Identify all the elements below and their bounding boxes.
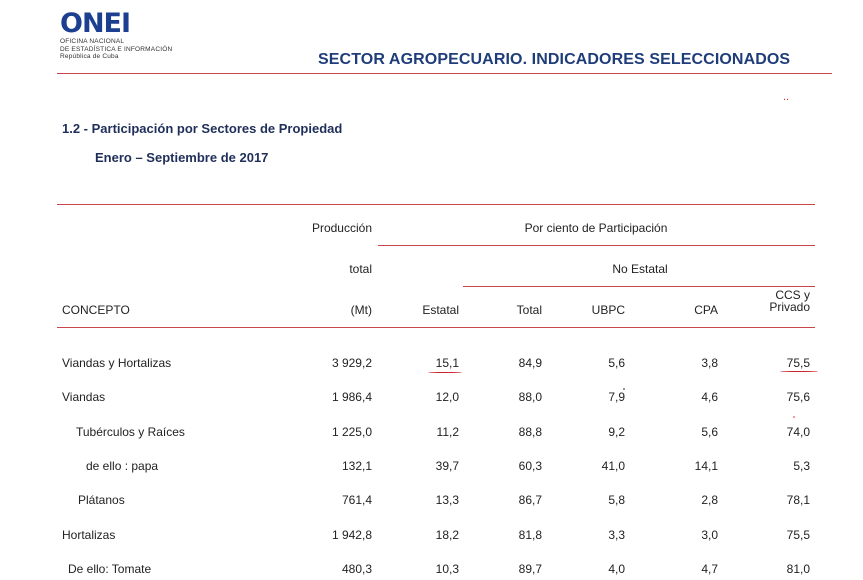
cell-cpa: 5,6 (701, 425, 718, 439)
cell-produccion: 3 929,2 (331, 356, 372, 370)
cell-ubpc: 9,2 (608, 425, 625, 439)
cell-concepto: Viandas (62, 390, 106, 404)
cell-ubpc: 5,8 (608, 493, 625, 507)
header-total: Total (516, 303, 542, 317)
cell-produccion: 1 986,4 (331, 390, 372, 404)
cell-ubpc: 3,3 (608, 528, 625, 542)
cell-ccs: 75,5 (786, 528, 810, 542)
cell-produccion: 1 942,8 (331, 528, 372, 542)
cell-estatal: 15,1 (435, 356, 459, 370)
cell-cpa: 3,0 (701, 528, 718, 542)
logo-line-2: DE ESTADÍSTICA E INFORMACIÓN (60, 45, 173, 53)
handwritten-underline-estatal (428, 372, 462, 373)
cell-estatal: 18,2 (435, 528, 459, 542)
participacion-rule (378, 245, 815, 246)
cell-ubpc: 5,6 (608, 356, 625, 370)
cell-ccs: 75,6 (786, 390, 810, 404)
onei-logo-mark: ONEI (60, 8, 131, 39)
cell-concepto: Hortalizas (62, 528, 116, 542)
no-estatal-rule (463, 286, 815, 287)
handwritten-underline-ccs (780, 371, 818, 372)
onei-logo (60, 10, 172, 61)
stray-dot (623, 388, 625, 390)
handwritten-marks: .. (783, 91, 790, 103)
cell-estatal: 10,3 (435, 562, 459, 576)
header-ccs-privado (740, 289, 810, 313)
cell-ccs: 78,1 (786, 493, 810, 507)
cell-ubpc: 7,9 (608, 390, 625, 404)
cell-total: 86,7 (518, 493, 542, 507)
cell-produccion: 132,1 (341, 459, 372, 473)
cell-cpa: 14,1 (694, 459, 718, 473)
cell-concepto: Viandas y Hortalizas (62, 356, 172, 370)
header-ccs-line2: Privado (769, 300, 810, 314)
header-divider (57, 73, 832, 74)
cell-total: 88,0 (518, 390, 542, 404)
report-title: SECTOR AGROPECUARIO. INDICADORES SELECCIONADOS (318, 51, 791, 68)
header-participacion: Por ciento de Participación (524, 221, 668, 235)
table-top-rule (57, 204, 815, 205)
cell-cpa: 4,7 (701, 562, 718, 576)
section-period: Enero – Septiembre de 2017 (95, 150, 269, 165)
header-cpa: CPA (694, 303, 718, 317)
cell-ccs: 5,3 (793, 459, 810, 473)
cell-ubpc: 4,0 (608, 562, 625, 576)
cell-produccion: 1 225,0 (331, 425, 372, 439)
cell-total: 81,8 (518, 528, 542, 542)
cell-total: 60,3 (518, 459, 542, 473)
header-ubpc: UBPC (591, 303, 625, 317)
header-no-estatal: No Estatal (612, 262, 668, 276)
logo-line-3: República de Cuba (60, 53, 119, 60)
cell-cpa: 3,8 (701, 356, 718, 370)
cell-concepto: Tubérculos y Raíces (76, 425, 185, 439)
header-ccs-line1: CCS y (775, 288, 810, 302)
cell-total: 84,9 (518, 356, 542, 370)
stray-dot (793, 416, 795, 418)
cell-total: 89,7 (518, 562, 542, 576)
header-bottom-rule (57, 327, 815, 328)
cell-ccs: 75,5 (786, 356, 810, 370)
cell-produccion: 480,3 (341, 562, 372, 576)
cell-total: 88,8 (518, 425, 542, 439)
cell-concepto: de ello : papa (86, 459, 159, 473)
header-unit: (Mt) (350, 303, 372, 317)
cell-concepto: Plátanos (78, 493, 125, 507)
cell-ccs: 74,0 (786, 425, 810, 439)
logo-line-1: OFICINA NACIONAL (60, 38, 125, 45)
cell-estatal: 12,0 (435, 390, 459, 404)
cell-produccion: 761,4 (341, 493, 372, 507)
header-total-label: total (349, 262, 372, 276)
cell-estatal: 11,2 (436, 425, 459, 439)
cell-ccs: 81,0 (786, 562, 810, 576)
cell-ubpc: 41,0 (601, 459, 625, 473)
header-produccion: Producción (311, 221, 372, 235)
cell-cpa: 2,8 (701, 493, 718, 507)
section-title: 1.2 - Participación por Sectores de Propiedad (62, 121, 343, 136)
cell-concepto: De ello: Tomate (68, 562, 152, 576)
header-estatal: Estatal (422, 303, 459, 317)
header-concepto: CONCEPTO (62, 303, 130, 317)
cell-estatal: 39,7 (435, 459, 459, 473)
cell-cpa: 4,6 (701, 390, 718, 404)
cell-estatal: 13,3 (435, 493, 459, 507)
